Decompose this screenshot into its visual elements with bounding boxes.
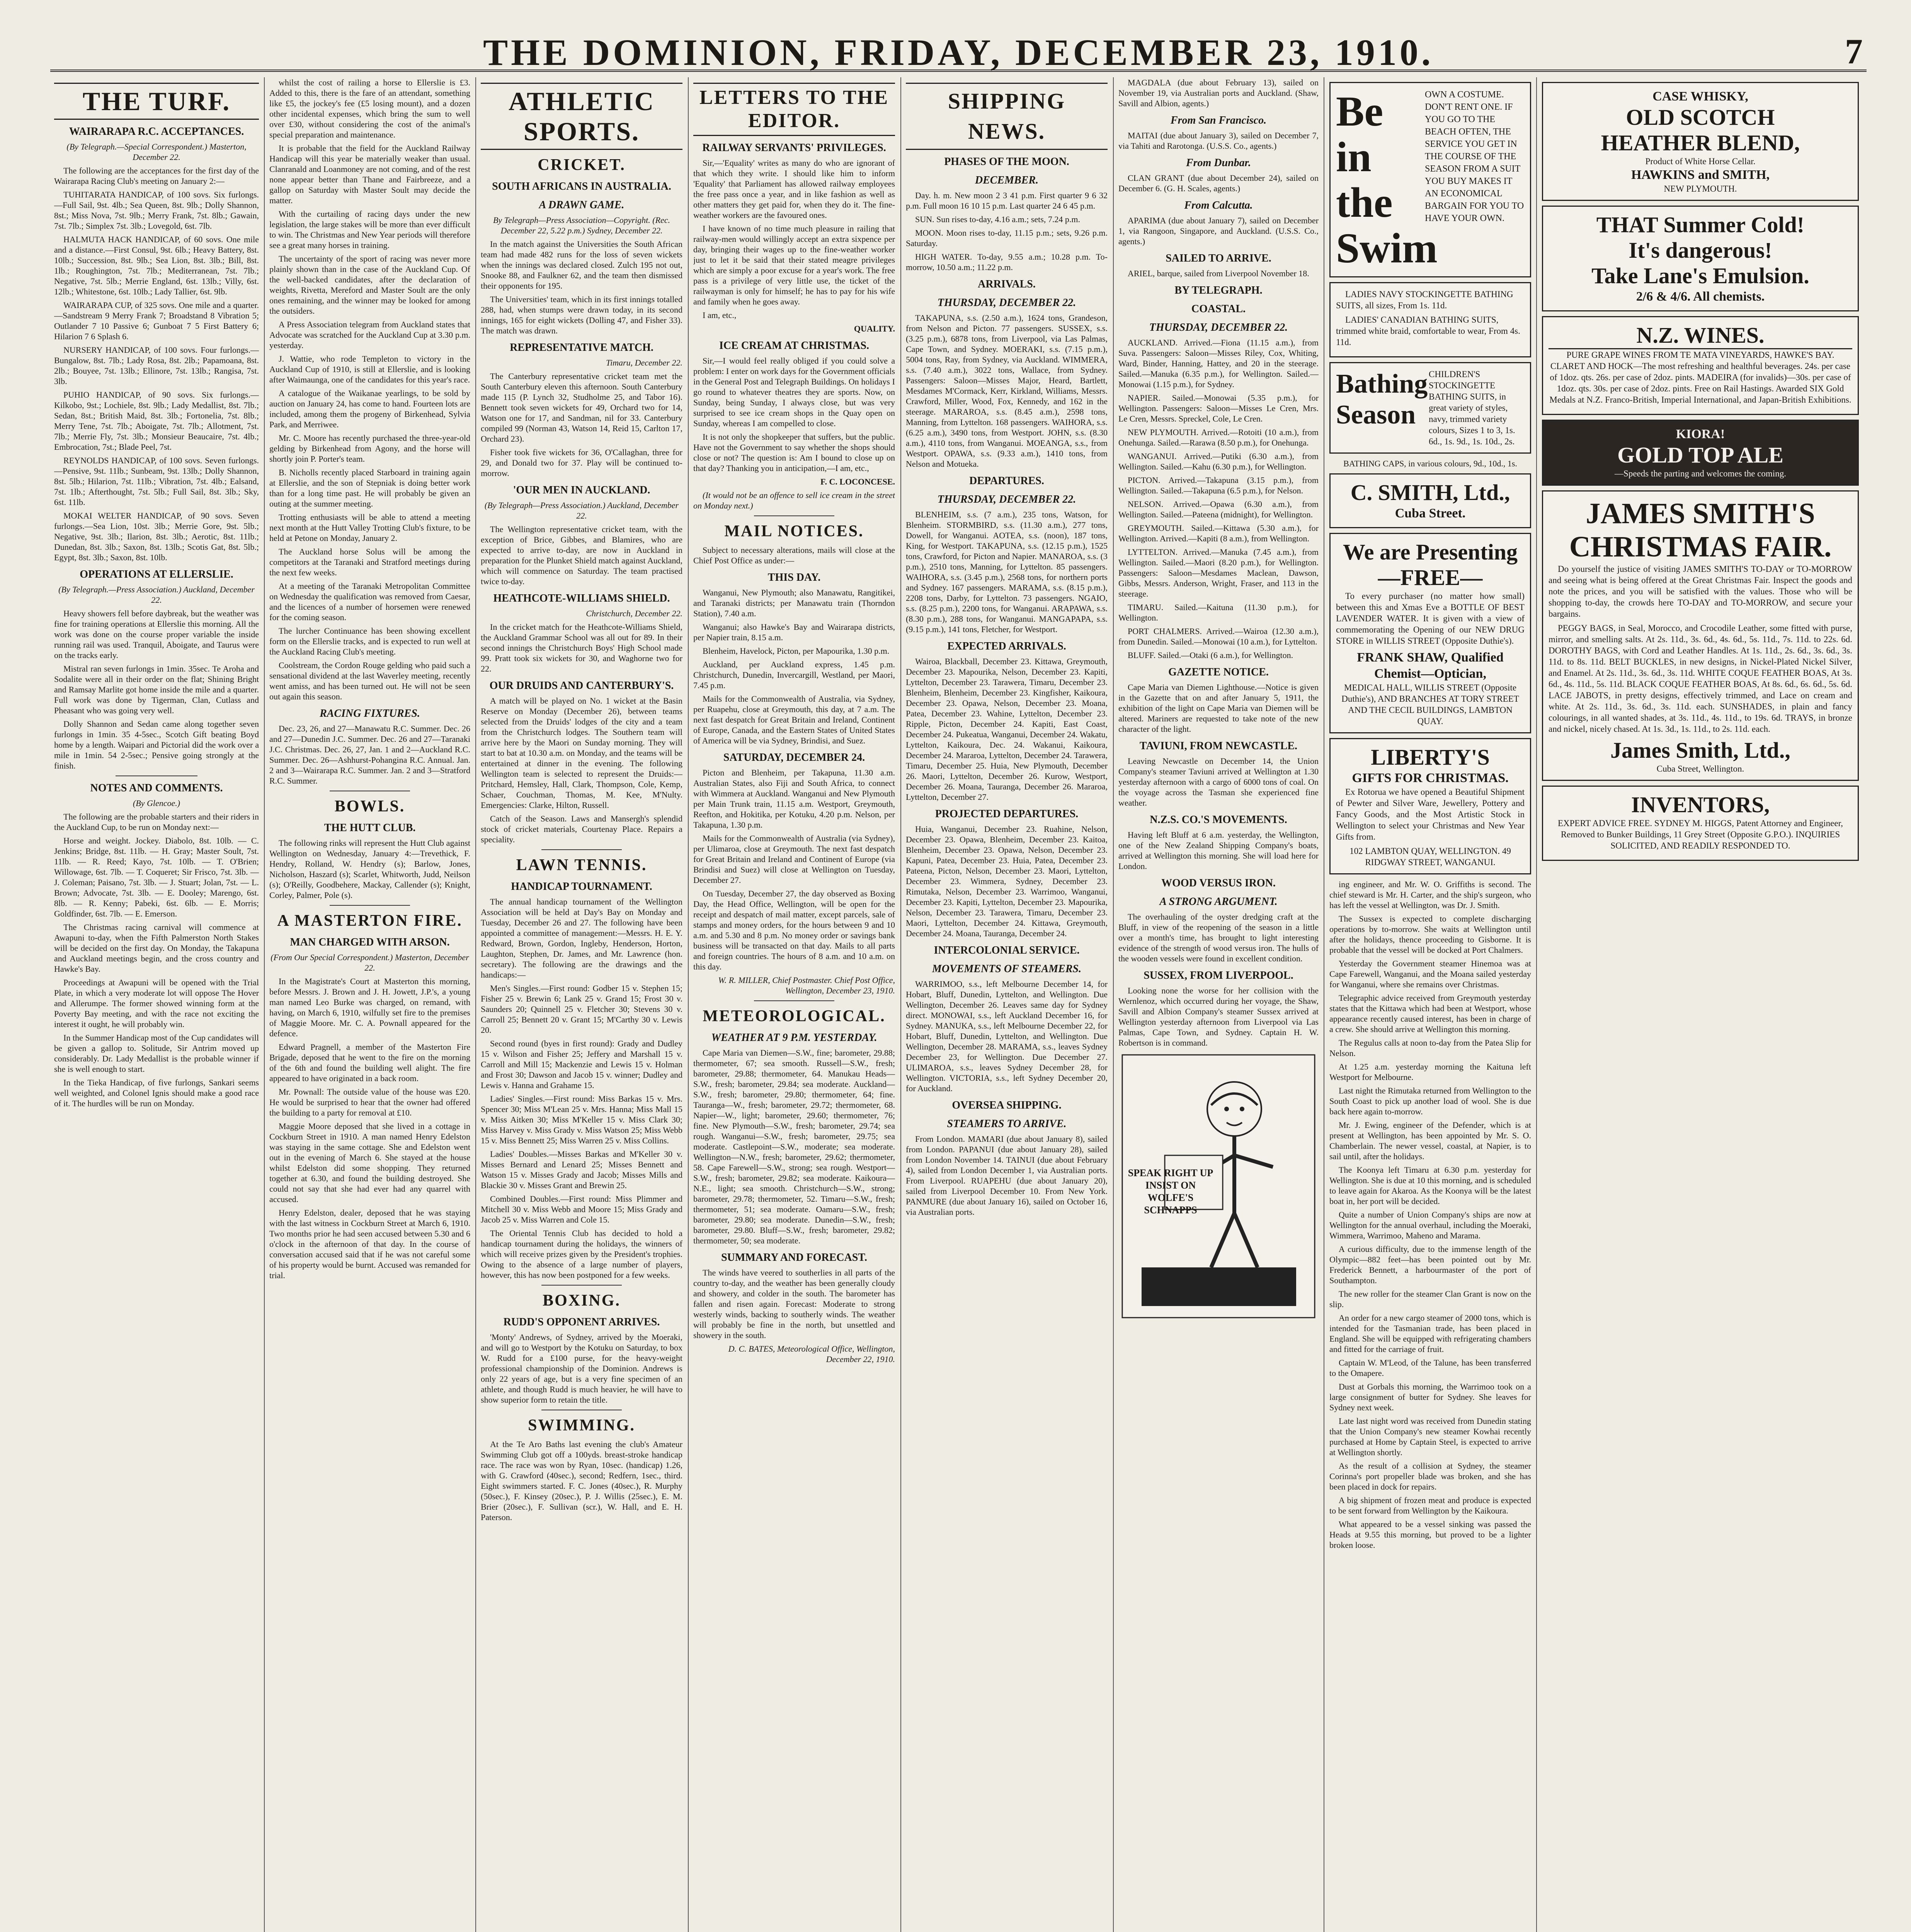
paragraph: Mr. Pownall: The outside value of the house was £20. He would be surprised to hear that the owner had offered the building to a party for removal at £10.: [269, 1087, 470, 1117]
subheading: N.Z.S. CO.'S MOVEMENTS.: [1150, 814, 1287, 826]
paragraph: Captain W. M'Leod, of the Talune, has been transferred to the Omapere.: [1329, 1358, 1531, 1378]
paragraph: On Tuesday, December 27, the day observed as Boxing Day, the Head Office, Wellington, will be open for the receipt and despatch of mail matter, except parcels, sale of stamps and money orders, for the hours between 9 and 10 a.m. and 5.30 and 8 p.m. No money order or savings bank business will be transacted on that day. Mails to all parts and foreign countries. The hours of 8 a.m. and 10 a.m. on this day.: [693, 889, 895, 971]
ad-address: MEDICAL HALL, WILLIS STREET (Opposite Duthie's), AND BRANCHES AT TORY STREET AND THE CECIL BUILDINGS, LAMBTON QUAY.: [1341, 683, 1519, 726]
paragraph: In the cricket match for the Heathcote-Williams Shield, the Auckland Grammar School was all out for 89. In their second innings the Christchurch Boys' High School made 99. Pratt took six wickets for 30, and Waghorne two for 22.: [481, 622, 682, 673]
paragraph: Edward Pragnell, a member of the Masterton Fire Brigade, deposed that he went to the fire on the morning of the 6th and found the building well alight. The fire appeared to have originated in a back room.: [269, 1042, 470, 1083]
signature: D. C. BATES, Meteorological Office, Wellington, December 22, 1910.: [728, 1344, 895, 1364]
subheading: NOTES AND COMMENTS.: [90, 782, 223, 794]
libertys-ad: [1329, 738, 1531, 874]
paragraph: WAIRARAPA CUP, of 325 sovs. One mile and a quarter.—Sandstream 9 Merry Frank 7; Broadstand 8 Vibration 5; Outlander 7 10 Passive 6; Gunboat 7 5 First Battery 6; Hilarion 7 6 Splash 6.: [54, 300, 259, 341]
subheading: GAZETTE NOTICE.: [1168, 666, 1269, 678]
paragraph: PUHIO HANDICAP, of 90 sovs. Six furlongs.—Kilkobo, 9st.; Lochiele, 8st. 9lb.; Lady Medallist, 8st. 7lb.; Sedan, 8st.; British Maid, 8st. 3lb.; Fortonelia, 7st. 8lb.; Merry Tene, 7st. 7lb.; Aboigate, 7st. 7lb.; Allotment, 7st. 7lb.; Merrie Fly, 7st. 3lb.; Monsieur Beaucaire, 7st. 4lb.; Embrocation, 7st.; Blade Peel, 7st.: [54, 390, 259, 452]
subheading: COASTAL.: [1191, 303, 1246, 315]
paragraph: The lurcher Continuance has been showing excellent form on the Ellerslie tracks, and is expected to run well at the Auckland Racing Club's meeting.: [269, 626, 470, 656]
wolfe-caption: SPEAK RIGHT UP INSIST ON WOLFE'S SCHNAPPS: [1128, 1167, 1213, 1216]
paragraph: A catalogue of the Waikanae yearlings, to be sold by auction on January 24, has come to hand. Fourteen lots are included, among them the progeny of Birkenhead, Sylvia Park, and Merriwee.: [269, 388, 470, 429]
subheading: OUR DRUIDS AND CANTERBURY'S.: [489, 680, 674, 692]
masthead: [50, 27, 1867, 72]
paragraph: In the Summer Handicap most of the Cup candidates will be given a gallop to. Solitude, Sir Antrim moved up considerably. Dr. Lady Medallist is the probable winner if she is well enough to start.: [54, 1033, 259, 1074]
subheading-boxing: BOXING.: [543, 1292, 621, 1310]
editor-note: (It would not be an offence to sell ice cream in the street on Monday next.): [693, 490, 895, 510]
byline: By Telegraph—Press Association—Copyright. (Rec. December 22, 5.22 p.m.) Sydney, December 22.: [493, 215, 670, 235]
paragraph: LYTTELTON. Arrived.—Manuka (7.45 a.m.), from Wellington. Sailed.—Maori (8.20 p.m.), for Wellington. Passengers: Saloon—Mesdames Maclean, Dawson, Gibbs, Messrs. Anderson, Wright, Fraser, and 113 in the steerage.: [1118, 547, 1319, 599]
subheading: SUMMARY AND FORECAST.: [721, 1252, 867, 1264]
ad-address: NEW PLYMOUTH.: [1664, 184, 1737, 194]
paragraph: In the match against the Universities the South African team had made 482 runs for the loss of seven wickets when the innings was declared closed. Zulch 195 not out, Snooke 88, and Faulkner 62, and the team then dismissed their opponents for 195.: [481, 239, 682, 291]
paragraph: BLENHEIM, s.s. (7 a.m.), 235 tons, Watson, for Blenheim. STORMBIRD, s.s. (11.30 a.m.), 277 tons, Dowell, for Wanganui. AOTEA, s.s. (noon), 187 tons, King, for Westport. TAKAPUNA, s.s. (12.15 p.m.), 1525 tons, Crawford, for Picton and Napier. MANAROA, s.s. (3 p.m.), 2510 tons, Manning, for Lyttelton. 85 passengers. WAIHORA, s.s. (3.45 p.m.), 2568 tons, for northern ports and Sydney. 167 passengers. MARAMA, s.s. (8.15 p.m.), 2208 tons, Darby, for Lyttelton. 73 passengers. NGAIO, s.s. (8.25 p.m.), 2200 tons, for Wanganui. ARAPAWA, s.s. (8.30 p.m.), 288 tons, for Wanganui. MANGAPAPA, s.s. (9.15 p.m.), 141 tons, Fletcher, for Westport.: [906, 510, 1108, 634]
paragraph: Second round (byes in first round): Grady and Dudley 15 v. Wilson and Fisher 25; Jeffery and Marshall 15 v. Carroll and Mill 15; Mackenzie and Lewis 15 v. Holman and Frost 30; Dawson and Jacob 15 v. winner; Dudley and Lewis v. Hanna and Grahame 15.: [481, 1039, 682, 1090]
paragraph: HIGH WATER. To-day, 9.55 a.m.; 10.28 p.m. To-morrow, 10.50 a.m.; 11.22 p.m.: [906, 252, 1108, 272]
ad-address: 102 LAMBTON QUAY, WELLINGTON. 49 RIDGWAY STREET, WANGANUI.: [1349, 846, 1511, 867]
paragraph: Fisher took five wickets for 36, O'Callaghan, three for 29, and Donald two for 37. Play will be continued to-morrow.: [481, 447, 682, 478]
paragraph: Horse and weight. Jockey. Diabolo, 8st. 10lb. — C. Jenkins; Bridge, 8st. 11lb. — H. Gray; Master Soult, 7st. 11lb. — R. Reed; Kayo, 7st. 10lb. — T. O'Brien; Willowage, 6st. 7lb. — T. Coqueret; Sir Frisco, 7st. 3lb. — J. Coleman; Paisano, 7st. 3lb. — J. Stuart; Jolan, 7st. — L. Brown; Advocate, 7st. 3lb. — E. Dooley; Marengo, 6st. 8lb. — R. Kenny; Pabeki, 6st. 6lb. — E. Morris; Goldfinder, 6st. 7lb. — E. Emerson.: [54, 836, 259, 918]
divider: [754, 515, 835, 516]
paragraph: At 1.25 a.m. yesterday morning the Kaituna left Westport for Melbourne.: [1329, 1062, 1531, 1082]
paragraph: NAPIER. Sailed.—Monowai (5.35 p.m.), for Wellington. Passengers: Saloon—Misses Le Cren, Mrs. Le Cren, Messrs. Spreckel, Cole, Le Cren.: [1118, 393, 1319, 423]
ad-item: LADIES' CANADIAN BATHING SUITS, trimmed white braid, comfortable to wear, From 4s. 11d.: [1336, 315, 1520, 347]
ad-copy: Ex Rotorua we have opened a Beautiful Shipment of Pewter and Silver Ware, Jewellery, Pottery and Fancy Goods, and the Most Artistic Stock in Wellington to select your Christmas and New Year Gifts from.: [1336, 787, 1525, 842]
paragraph: ing engineer, and Mr. W. O. Griffiths is second. The chief steward is Mr. H. Carter, and the ship's surgeon, who has left the vessel at Wellington, was Dr. J. Smith.: [1329, 879, 1531, 910]
paragraph: The Sussex is expected to complete discharging operations by to-morrow. She waits at Wellington until after the holidays, thence proceeding to Gisborne. It is probable that the vessel will be docked at Port Chalmers.: [1329, 914, 1531, 955]
ad-headline: We are Presenting—FREE—: [1343, 539, 1518, 590]
newspaper-title: THE DOMINION, FRIDAY, DECEMBER 23, 1910.: [483, 32, 1434, 73]
column-ads-left: [1329, 77, 1531, 1932]
inventors-ad: [1542, 786, 1859, 861]
subheading: RACING FIXTURES.: [320, 707, 420, 719]
column-shipping-continued: [1118, 77, 1319, 1932]
bathing-suits-ad: [1329, 82, 1531, 277]
paragraph: The Auckland horse Solus will be among the competitors at the Taranaki and Stratford meetings during the next few weeks.: [269, 547, 470, 577]
paragraph: NELSON. Arrived.—Opawa (6.30 a.m.), from Wellington. Sailed.—Pateena (midnight), for Wellington.: [1118, 499, 1319, 519]
divider: [541, 1285, 622, 1286]
paragraph: The Christmas racing carnival will commence at Awapuni to-day, when the Fifth Palmerston North Stakes will be decided on the first day. On Monday, the Takapuna and Auckland meetings begin, and the cross country and Hawke's Bay.: [54, 922, 259, 974]
paragraph: ARIEL, barque, sailed from Liverpool November 18.: [1128, 269, 1309, 278]
paragraph: It is not only the shopkeeper that suffers, but the public. Have not the Government to say whether the shops should close or not? The question is: Am I bound to close up on that day? Thanking you in anticipation,—I am, etc.,: [693, 432, 895, 473]
subheading: PHASES OF THE MOON.: [944, 156, 1069, 168]
paragraph: At a meeting of the Taranaki Metropolitan Committee on Wednesday the qualification was removed from Caesar, and the licences of a number of horsemen were renewed for the coming season.: [269, 581, 470, 622]
subheading: SOUTH AFRICANS IN AUSTRALIA.: [492, 180, 671, 192]
byline: (By Glencoe.): [133, 798, 180, 808]
gold-top-ale-ad: [1542, 420, 1859, 486]
paragraph: Catch of the Season. Laws and Mansergh's splendid stock of cricket materials, Courtenay Place. Repairs a speciality.: [481, 814, 682, 844]
paragraph: The Wellington representative cricket team, with the exception of Brice, Gibbes, and Blamires, who are expected to arrive to-day, are now in Auckland in preparation for the Plunket Shield match against Auckland, which will commence on Saturday. The team practised twice to-day.: [481, 524, 682, 586]
subheading: THIS DAY.: [767, 571, 821, 583]
subheading: 'OUR MEN IN AUCKLAND.: [513, 484, 650, 496]
column-rule: [1113, 77, 1114, 1932]
ad-headline: THAT Summer Cold!: [1596, 212, 1805, 237]
ad-headline: It's dangerous!: [1629, 238, 1772, 263]
paragraph: Mails for the Commonwealth of Australia, via Sydney, per Ruapehu, close at Greymouth, this day, at 7 a.m. The next fast despatch for Great Britain and Ireland, Continent of Europe, Canada, and the Eastern States of United States of America will be via Sydney, Brindisi, and Suez.: [693, 694, 895, 745]
paragraph: WARRIMOO, s.s., left Melbourne December 14, for Hobart, Bluff, Dunedin, Lyttelton, and Wellington. Due Wellington, December 26. Leaves same day for Sydney direct. MONOWAI, s.s., left Auckland December 16, for Sydney. MANUKA, s.s., left Melbourne December 22, for Hobart, Bluff, Dunedin, Lyttelton, and Wellington. Due Wellington, December 28. MARAMA, s.s., leaves Sydney December 23, for Wellington. Due December 27. ULIMAROA, s.s., leaves Sydney December 28, for Wellington. VICTORIA, s.s., left Sydney December 20, for Auckland.: [906, 979, 1108, 1093]
subheading: SUSSEX, FROM LIVERPOOL.: [1144, 969, 1293, 981]
ladies-suits-ad: [1329, 282, 1531, 357]
paragraph: The winds have veered to southerlies in all parts of the country to-day, and the weather has been generally cloudy and showery, and colder in the south. The barometer has fallen and risen again. Forecast: Moderate to strong westerly winds, backing to southerly winds. The weather will probably be fine in the north, but unsettled and showery in the south.: [693, 1268, 895, 1340]
nz-wines-ad: [1542, 316, 1859, 415]
paragraph: The following are the probable starters and their riders in the Auckland Cup, to be run on Monday next:—: [54, 812, 259, 832]
paragraph: An order for a new cargo steamer of 2000 tons, which is intended for the Tasmanian trade, has been placed in England. She will be equipped with refrigerating chambers and fitted for the carriage of fruit.: [1329, 1313, 1531, 1354]
paragraph: Last night the Rimutaka returned from Wellington to the South Coast to pick up another load of wool. She is due back here again to-morrow.: [1329, 1086, 1531, 1116]
paragraph: Huia, Wanganui, December 23. Ruahine, Nelson, December 23. Opawa, Blenheim, December 23. Kaitoa, Blenheim, December 23. Opawa, Nelson, December 23. Kapuni, Patea, December 23. Huia, Patea, December 23. Pateena, Picton, Nelson, December 23. Maori, Lyttelton, December 23. Wimmera, Sydney, December 23. Rimutaka, Nelson, December 23. Warrimoo, Wanganui, December 23. Kapiti, Lyttelton, December 23. Mapourika, Nelson, December 23. Tarawera, Timaru, December 23. Maori, Lyttelton, December 24. Kittawa, Greymouth, December 24. Moana, Tauranga, December 24.: [906, 824, 1108, 938]
paragraph: With the curtailing of racing days under the new legislation, the large stakes will be more than ever difficult to win. The Christmas and New Year periods will therefore see a great many horses in training.: [269, 209, 470, 250]
paragraph: APARIMA (due about January 7), sailed on December 1, via Rangoon, Singapore, and Auckland. (U.S.S. Co., agents.): [1118, 216, 1319, 246]
paragraph: MAGDALA (due about February 13), sailed on November 19, via Australian ports and Auckland. (Shaw, Savill and Albion, agents.): [1118, 78, 1319, 108]
paragraph: The Oriental Tennis Club has decided to hold a handicap tournament during the holidays, the winners of which will receive prizes given by the President's trophies. Owing to the absence of a large number of players, however, this has now been postponed for a few weeks.: [481, 1228, 682, 1280]
paragraph: In the Magistrate's Court at Masterton this morning, before Messrs. J. Brown and J. H. Jowett, J.P.'s, a young man named Leo Burke was charged, on remand, with having, on March 6, 1910, wilfully set fire to the premises of Maggie Moore. Mr. C. A. Pownall appeared for the defence.: [269, 976, 470, 1038]
subheading: DECEMBER.: [975, 174, 1039, 186]
paragraph: Proceedings at Awapuni will be opened with the Trial Plate, in which a very moderate lot will oppose The Hover and Allerumpe. The former showed winning form at the Poverty Bay meeting, and with the race not exciting the interest it ought, he will probably win.: [54, 978, 259, 1029]
ad-items: PEGGY BAGS, in Seal, Morocco, and Crocodile Leather, some fitted with purse, mirror, and smelling salts. At 2s. 11d., 3s. 6d., 4s. 6d., 5s. 11d., 7s. 11d. to 22s. 6d. DOROTHY BAGS, with Cord and Leather Handles. At 1s. 11d., 2s. 6d., 3s. 6d., 3s. 11d. to 8s. 11d. BELT BUCKLES, in new designs, in Nickel-Plated Nickel Silver, and Enamel. At 2s. 11d., 3s. 6d., 3s. 11d. WHITE COQUE FEATHER BOAS, At 3s. 6d., 4s. 11d., 5s. 11d. BLACK COQUE FEATHER BOAS, At 8s. 6d., 6s. 6d., 5s. 6d. LACE JABOTS, in pretty designs, effectively trimmed, and Lace on cream and white. At 2s. 11d., 3s. 6d., 3s. 11d. each. SUNSHADES, in plain and fancy colourings, in all wanted shades, at 3s. 11d., 4s. 11d., to 19s. 6d. TRAYS, in bronze and nickel, nicely chased. At 1s. 3d., 1s. 11d., to 2s. 11d. each.: [1549, 623, 1852, 734]
paragraph: Coolstream, the Cordon Rouge gelding who paid such a sensational dividend at the last Waverley meeting, recently went amiss, and has been turned out. He will not be seen out again this season.: [269, 660, 470, 701]
paragraph: A Press Association telegram from Auckland states that Advocate was scratched for the Auckland Cup at 3.30 p.m. yesterday.: [269, 320, 470, 350]
ad-item: LADIES NAVY STOCKINGETTE BATHING SUITS, all sizes, From 1s. 11d.: [1336, 289, 1513, 310]
subheading: ICE CREAM AT CHRISTMAS.: [719, 340, 869, 352]
paragraph: Trotting enthusiasts will be able to attend a meeting next month at the Hutt Valley Trotting Club's fixture, to be held at Petone on Monday, January 2.: [269, 512, 470, 543]
section-heading-shipping: SHIPPING NEWS.: [906, 83, 1108, 150]
paragraph: The Regulus calls at noon to-day from the Patea Slip for Nelson.: [1329, 1038, 1531, 1058]
subheading: A STRONG ARGUMENT.: [1159, 896, 1278, 908]
paragraph: 'Monty' Andrews, of Sydney, arrived by the Moeraki, and will go to Westport by the Kotuku on Saturday, to box W. Rudd for a £100 purse, for the heavy-weight professional championship of the Dominion. Andrews is only 22 years of age, but is a very fine specimen of an athlete, and though Rudd is much heavier, he will have to show superior form to retain the title.: [481, 1332, 682, 1405]
paragraph: AUCKLAND. Arrived.—Fiona (11.15 a.m.), from Suva. Passengers: Saloon—Misses Riley, Cox, Whiting, Ward, Binder, Hanning, Hattey, and 20 in the steerage. Sailed.—Manuka (6.35 p.m.), for Wellington. Sailed.—Monowai (1.15 p.m.), for Sydney.: [1118, 338, 1319, 389]
paragraph: whilst the cost of railing a horse to Ellerslie is £3. Added to this, there is the fare of an attendant, something like £5, the jockey's fee (£5 losing mount), and a dozen other incidental expenses, which bring the sum to well over £30, without considering the cost of the animal's special preparation and maintenance.: [269, 78, 470, 139]
subheading: THE HUTT CLUB.: [324, 822, 416, 834]
ad-headline: Swim: [1336, 224, 1438, 272]
subheading: MOVEMENTS OF STEAMERS.: [932, 963, 1082, 975]
byline: (By Telegraph.—Press Association.) Auckland, December 22.: [58, 585, 255, 605]
ad-company: FRANK SHAW, Qualified Chemist—Optician,: [1357, 650, 1504, 681]
subheading: A DRAWN GAME.: [539, 199, 625, 211]
paragraph: A big shipment of frozen meat and produce is expected to be sent forward from Wellington by the Kaikoura.: [1329, 1495, 1531, 1515]
paragraph: Ladies' Doubles.—Misses Barkas and M'Keller 30 v. Misses Bernard and Lenard 25; Misses Bennett and Watson 15 v. Misses Grady and Jacob; Misses Mills and Blackie 30 v. Misses Grant and Brewin 25.: [481, 1149, 682, 1190]
paragraph: I am, etc.,: [703, 310, 737, 320]
subheading: INTERCOLONIAL SERVICE.: [934, 944, 1080, 956]
paragraph: The new roller for the steamer Clan Grant is now on the slip.: [1329, 1289, 1531, 1309]
paragraph: Sir,—'Equality' writes as many do who are ignorant of that which they write. I should like him to inform 'Equality' that Parliament has allowed railway employees the free pass once a year, and in like fashion as well as other matters they get paid for, when they do it. The fine-weather workers are the favoured ones.: [693, 158, 895, 220]
paragraph: TIMARU. Sailed.—Kaituna (11.30 p.m.), for Wellington.: [1118, 602, 1319, 622]
column-turf: [54, 77, 259, 1932]
ad-headline: OLD SCOTCH: [1626, 105, 1775, 130]
subheading: RAILWAY SERVANTS' PRIVILEGES.: [702, 142, 886, 154]
paragraph: Having left Bluff at 6 a.m. yesterday, the Wellington, one of the New Zealand Shipping Company's boats, arrived at Wellington this morning. She will load here for London.: [1118, 830, 1319, 871]
column-ads-right: [1542, 77, 1859, 1932]
ad-copy: To every purchaser (no matter how small) between this and Xmas Eve a BOTTLE OF BEST LAVENDER WATER. It is given with a view of commemorating the Opening of our NEW DRUG STORE in WILLIS STREET (Opposite Duthie's).: [1336, 591, 1525, 646]
subheading-swimming: SWIMMING.: [528, 1417, 635, 1434]
paragraph: Wairoa, Blackball, December 23. Kittawa, Greymouth, December 23. Mapourika, Nelson, December 23. Kapiti, Lyttelton, December 23. Tarawera, Timaru, December 23. Blenheim, Blenheim, December 23. Kingfisher, Kaikoura, December 23. Opawa, Nelson, December 23. Moana, Patea, December 23. Wahine, Lyttelton, December 23. Ripple, Picton, December 24. Kapiti, East Coast, December 24. Pukeatua, Wanganui, December 24. Wakatu, Lyttelton, Kaikoura, Dec. 24. Wakanui, Kaikoura, December 24. Mararoa, Lyttelton, December 24. Tarawera, Timaru, December 25. Huia, New Plymouth, December 26. Maori, Lyttelton, December 26. Kurow, Westport, December 26. Moana, Tauranga, December 26. Mararoa, Lyttelton, December 27.: [906, 656, 1108, 802]
paragraph: MOON. Moon rises to-day, 11.15 p.m.; sets, 9.26 p.m. Saturday.: [906, 228, 1108, 248]
paragraph: HALMUTA HACK HANDICAP, of 60 sovs. One mile and a distance.—First Consul, 9st. 6lb.; Heavy Battery, 8st. 10lb.; Succession, 8st. 9lb.; Sea Lion, 8st. 3lb.; Bill, 8st. 1lb.; Roughington, 7st. 7lb.; Mediterranean, 7st. 7lb.; Negative, 7st. 5lb.; Merrie England, 6st. 13lb.; Villy, 6st. 12lb.; Whitestone, 6st. 10lb.; Lady Tallier, 6st. 9lb.: [54, 235, 259, 296]
column-turf-continued: [269, 77, 470, 1932]
signature: F. C. LOCONCESE.: [820, 477, 895, 486]
paragraph: GREYMOUTH. Sailed.—Kittawa (5.30 a.m.), for Wellington. Arrived.—Kapiti (8 a.m.), from Wellington.: [1118, 523, 1319, 543]
section-heading-sports: ATHLETIC SPORTS.: [481, 83, 682, 150]
paragraph: Leaving Newcastle on December 14, the Union Company's steamer Taviuni arrived at Wellington at 1.30 yesterday afternoon with a cargo of 6000 tons of coal. On the voyage across the Tasman she experienced fine weather.: [1118, 756, 1319, 808]
ad-headline: CASE WHISKY,: [1652, 89, 1748, 104]
paragraph: Dec. 23, 26, and 27—Manawatu R.C. Summer. Dec. 26 and 27—Dunedin J.C. Summer. Dec. 26 and 27—Taranaki J.C. Christmas. Dec. 26, 27, Jan. 1 and 2—Auckland R.C. Summer. Dec. 26—Ashhurst-Pohangina R.C. Annual. Jan. 2 and 3—Wairarapa R.C. Summer. Jan. 2 and 3—Stratford R.C. Summer.: [269, 724, 470, 786]
subheading: BY TELEGRAPH.: [1174, 284, 1263, 296]
section-heading-turf: THE TURF.: [54, 83, 259, 120]
subheading: WAIRARAPA R.C. ACCEPTANCES.: [69, 126, 244, 138]
paragraph: Late last night word was received from Dunedin stating that the Union Company's new steamer Kowhai recently purchased at Home by Captain Steel, is expected to arrive at Wellington shortly.: [1329, 1416, 1531, 1457]
paragraph: Mails for the Commonwealth of Australia (via Sydney), per Ulimaroa, close at Greymouth. The next fast despatch for Great Britain and Ireland and Continent of Europe (via Brindisi and Suez) will close at Wellington on Tuesday, December 27.: [693, 833, 895, 885]
paragraph: Yesterday the Government steamer Hinemoa was at Cape Farewell, Wanganui, and the Moana sailed yesterday for Wanganui, where she remains over Christmas.: [1329, 959, 1531, 989]
ad-headline: GOLD TOP ALE: [1617, 442, 1783, 468]
subheading: OVERSEA SHIPPING.: [952, 1099, 1062, 1111]
paragraph: Men's Singles.—First round: Godber 15 v. Stephen 15; Fisher 25 v. Brewin 6; Lank 25 v. Grand 15; Frost 30 v. Saunders 20; Quinnell 25 v. Fletcher 30; Stevens 30 v. Carroll 25; Bennett 20 v. Grant 15; M'Carthy 30 v. Lewis 20.: [481, 983, 682, 1035]
ad-headline: the: [1336, 179, 1393, 226]
subheading-cricket: CRICKET.: [538, 156, 626, 174]
paragraph: Looking none the worse for her collision with the Wernlenoz, which occurred during her voyage, the Shaw, Savill and Albion Company's steamer Sussex arrived at Wellington yesterday afternoon from Liverpool via Las Palmas, Cape Town, and Sydney. Captain H. W. Robertson is in command.: [1118, 986, 1319, 1048]
paragraph: Wanganui; also Hawke's Bay and Wairarapa districts, per Napier train, 8.15 a.m.: [693, 622, 895, 642]
page-number: 7: [1845, 32, 1863, 71]
paragraph: The Universities' team, which in its first innings totalled 288, had, when stumps were drawn today, in its second innings, 165 for eight wickets (Dolling 47, and Fisher 33). The match was drawn.: [481, 294, 682, 335]
paragraph: SUN. Sun rises to-day, 4.16 a.m.; sets, 7.24 p.m.: [915, 214, 1080, 224]
subheading: OPERATIONS AT ELLERSLIE.: [80, 568, 233, 580]
paragraph: Cape Maria van Diemen—S.W., fine; barometer, 29.88; thermometer, 67; sea smooth. Russell—S.W., fresh; barometer, 29.88; thermometer, 64. Manukau Heads—S.W., fresh; barometer, 29.84; sea moderate. Auckland—S.W., fresh; barometer, 29.80; thermometer, 64; fine. Tauranga—W., fresh; barometer, 29.72; thermometer, 68. Napier—W., light; barometer, 29.60; thermometer, 76; fine. New Plymouth—S.W., fresh; barometer, 29.74; sea rough. Wanganui—S.W., fresh; barometer, 29.75; sea moderate. Castlepoint—S.W., moderate; sea moderate. Wellington—N.W., fresh; barometer, 29.62; thermometer, 58. Cape Farewell—S.W., strong; sea rough. Westport—S.W., fresh; barometer, 29.82; sea moderate. Kaikoura—N.E., light; sea smooth. Christchurch—S.W., strong; barometer, 29.78; thermometer, 52. Timaru—S.W., fresh; thermometer, 51; sea moderate. Oamaru—S.W., fresh; barometer, 29.80; sea moderate. Dunedin—S.W., fresh; barometer, 29.80. Bluff—S.W., fresh; barometer, 29.82; thermometer, 50; sea moderate.: [693, 1048, 895, 1245]
ad-headline: JAMES SMITH'S CHRISTMAS FAIR.: [1569, 497, 1832, 563]
wolfes-schnapps-advert: [1118, 1051, 1319, 1321]
ad-copy: Product of White Horse Cellar.: [1645, 156, 1756, 166]
paragraph: I have known of no time much pleasure in railing that railway-men would willingly accept an extra sixpence per day, bringing their wages up to the fine-weather worker just to let it be said that their stated meagre privileges which are simply a poor excuse for a year's work. The free pass is a privilege of very little use, the ticket of the railwayman is only for himself; he has to pay for his wife and family when he goes away.: [693, 224, 895, 306]
subheading: From Dunbar.: [1186, 157, 1251, 169]
subheading: SATURDAY, DECEMBER 24.: [723, 752, 865, 764]
paragraph: J. Wattie, who rode Templeton to victory in the Auckland Cup of 1910, is still at Ellerslie, and is looking after Waimaunga, one of the candidates for this year's race.: [269, 354, 470, 384]
subheading: WEATHER AT 9 P.M. YESTERDAY.: [711, 1032, 877, 1044]
subheading: From San Francisco.: [1170, 114, 1267, 126]
subheading: THURSDAY, DECEMBER 22.: [937, 493, 1076, 505]
ad-headline: Take Lane's Emulsion.: [1591, 263, 1809, 288]
ad-headline: INVENTORS,: [1631, 792, 1770, 817]
paragraph: TUHITARATA HANDICAP, of 100 sovs. Six furlongs.—Full Sail, 9st. 4lb.; Sea Queen, 8st. 9lb.; Dolly Shannon, 8st.; Miss Nova, 7st. 9lb.; Merry Frank, 7st. 8lb.; Gawain, 7st. 7lb.; Simplex 7st. 3lb.; Lovegold, 6st. 7lb.: [54, 190, 259, 231]
ad-headline: KIORA!: [1676, 427, 1725, 441]
ad-headline: HEATHER BLEND,: [1601, 130, 1800, 155]
paragraph: The annual handicap tournament of the Wellington Association will be held at Day's Bay on Monday and Tuesday, December 26 and 27. The following have been appointed a committee of management:—Messrs. H. E. Y. Redward, Brown, Gordon, Ingleby, Henderson, Horton, Laughton, Stephen, Dr. James, and Mr. Lawrence (hon. secretary). The following are the drawings and the handicaps:—: [481, 897, 682, 980]
ad-headline: GIFTS FOR CHRISTMAS.: [1352, 771, 1509, 785]
column-rule: [688, 77, 689, 1932]
subheading: ARRIVALS.: [978, 278, 1036, 290]
paragraph: NURSERY HANDICAP, of 100 sovs. Four furlongs.—Bungalow, 8st. 7lb.; Lady Rosa, 8st. 2lb.; Papamoana, 8st. 2lb.; Bouyee, 7st. 13lb.; Ellinore, 7st. 13lb.; Rangisa, 7st. 3lb.: [54, 345, 259, 386]
subheading-tennis: LAWN TENNIS.: [516, 856, 647, 874]
paragraph: PICTON. Arrived.—Takapuna (3.15 p.m.), from Wellington. Sailed.—Takapuna (6.5 p.m.), for Nelson.: [1118, 475, 1319, 495]
byline: Timaru, December 22.: [606, 358, 682, 367]
c-smith-ad: [1329, 473, 1531, 528]
paragraph: As the result of a collision at Sydney, the steamer Corinna's port propeller blade was broken, and she has been placed in dock for repairs.: [1329, 1461, 1531, 1492]
moon-table: Day. h. m. New moon 2 3 41 p.m. First quarter 9 6 32 p.m. Full moon 16 10 15 p.m. Last quarter 24 6 45 p.m.: [906, 190, 1108, 211]
section-heading-mail: MAIL NOTICES.: [724, 522, 864, 540]
paragraph: Combined Doubles.—First round: Miss Plimmer and Mitchell 30 v. Miss Webb and Moore 15; Miss Grady and Jacob 25 v. Miss Warren and Cole 15.: [481, 1194, 682, 1225]
ad-copy: Do yourself the justice of visiting JAMES SMITH'S TO-DAY or TO-MORROW and seeing what is being offered at the Great Christmas Fair. Inspect the goods and note the prices, and you will be satisfied with the values. Those who will be shopping to-day, the crowds here TO-DAY and TO-MORROW, and secure your bargains.: [1549, 564, 1852, 619]
paragraph: The following are the acceptances for the first day of the Wairarapa Racing Club's meeting on January 2:—: [54, 166, 259, 186]
section-heading-letters: LETTERS TO THE EDITOR.: [693, 83, 895, 136]
byline: Christchurch, December 22.: [586, 609, 682, 618]
paragraph: Picton and Blenheim, per Takapuna, 11.30 a.m. Australian States, also Fiji and South Africa, to connect with Wimmera at Auckland. Wanganui and New Plymouth per Main Trunk train, 11.15 a.m. Westport, Greymouth, Reefton, and Hokitika, per Kotuku, 4.20 p.m. Nelson, per Takapuna, 1.30 p.m.: [693, 768, 895, 830]
ad-company: C. SMITH, Ltd.,: [1350, 480, 1510, 505]
column-rule: [264, 77, 265, 1932]
subheading: PROJECTED DEPARTURES.: [935, 808, 1079, 820]
subheading: THURSDAY, DECEMBER 22.: [937, 297, 1076, 309]
subheading: THURSDAY, DECEMBER 22.: [1149, 321, 1288, 333]
column-rule: [475, 77, 476, 1932]
paragraph: The Koonya left Timaru at 6.30 p.m. yesterday for Wellington. She is due at 10 this morning, and is scheduled to leave again for Akaroa. As the Koonya will be the latest boat in, her port will be decided.: [1329, 1165, 1531, 1206]
ad-copy: CHILDREN'S STOCKINGETTE BATHING SUITS, in great variety of styles, navy, trimmed variety colours, Sizes 1 to 3, 1s. 6d., 1s. 9d., 1s. 10d., 2s.: [1429, 369, 1515, 446]
paragraph: A curious difficulty, due to the immense length of the Olympic—882 feet—has been pointed out by Mr. Frederick Bennett, a harbourmaster of the port of Southampton.: [1329, 1244, 1531, 1285]
paragraph: The following rinks will represent the Hutt Club against Wellington on Wednesday, January 4:—Trevethick, F. Hendry, Rolland, W. Hendry (s); Barlow, Jones, Nicholson, Haszard (s); Scarlet, Whitworth, Judd, Neilson (s); O'Reilly, Goodbehere, Mackay, Callender (s); Knight, Corley, Palmer, Pole (s).: [269, 838, 470, 900]
subheading: MAN CHARGED WITH ARSON.: [290, 936, 450, 948]
lanes-emulsion-ad: [1542, 206, 1859, 311]
paragraph: From London. MAMARI (due about January 8), sailed from London. PAPANUI (due about January 28), sailed from London November 14. TAINUI (due about February 4), sailed from London December 1, via Australian ports. From Liverpool. RUAPEHU (due about January 20), sailed from Liverpool December 10. From New York. PANMURE (due about January 16), sailed on October 16, via Australian ports.: [906, 1134, 1108, 1217]
ad-address: Cuba Street.: [1395, 506, 1466, 520]
column-rule: [1536, 77, 1537, 1932]
paragraph: NEW PLYMOUTH. Arrived.—Rotoiti (10 a.m.), from Onehunga. Sailed.—Rarawa (8.50 p.m.), for Onehunga.: [1118, 427, 1319, 447]
paragraph: It is probable that the field for the Auckland Railway Handicap will this year be materially weaker than usual. Clanranald and Loanmoney are not coming, and of the rest none appear better than Thane and Fairbreeze, and a gallop on Saturday with Master Soult may decide the matter.: [269, 143, 470, 205]
section-heading-meteorological: METEOROLOGICAL.: [703, 1007, 886, 1025]
paragraph: Dolly Shannon and Sedan came along together seven furlongs in 1min. 35 4-5sec., Scotch Gift beating Boyd home by a length. Waipari and Pictorial did the work over a mile in 1min. 54 2-5sec.; Pensive going strongly at the finish.: [54, 719, 259, 770]
paragraph: The uncertainty of the sport of racing was never more plainly shown than in the case of the Auckland Cup. Of the well-backed candidates, after the declaration of weights, Rivetta, Mereford and Master Soult are the only ones remaining, and the winner may be looked for among the outsiders.: [269, 254, 470, 316]
ad-copy: EXPERT ADVICE FREE. SYDNEY M. HIGGS, Patent Attorney and Engineer, Removed to Bunker Buildings, 11 Grey Street (Opposite G.P.O.). INQUIRIES SOLICITED, AND READILY RESPONDED TO.: [1557, 818, 1843, 850]
paragraph: What appeared to be a vessel sinking was passed the Heads at 9.55 this morning, but proved to be a lighter broken loose.: [1329, 1519, 1531, 1550]
subheading: DEPARTURES.: [969, 475, 1044, 487]
subheading: EXPECTED ARRIVALS.: [947, 640, 1066, 652]
subheading: TAVIUNI, FROM NEWCASTLE.: [1139, 740, 1298, 752]
paragraph: Telegraphic advice received from Greymouth yesterday states that the Kittawa which had been at Westport, whose appearance recently caused interest, has been in charge of a crew. She should arrive at Wellington this morning.: [1329, 993, 1531, 1034]
subheading: SAILED TO ARRIVE.: [1166, 252, 1271, 264]
ad-address: Cuba Street, Wellington.: [1656, 764, 1744, 774]
bathing-season-ad: [1329, 362, 1531, 454]
ad-copy: BATHING CAPS, in various colours, 9d., 10d., 1s.: [1343, 459, 1517, 468]
signature: W. R. MILLER, Chief Postmaster. Chief Post Office, Wellington, December 23, 1910.: [718, 975, 895, 995]
paragraph: Wanganui, New Plymouth; also Manawatu, Rangitikei, and Taranaki districts; per Manawatu train (Thorndon Station), 7.40 a.m.: [693, 588, 895, 618]
paragraph: B. Nicholls recently placed Starboard in training again at Ellerslie, and the son of Stepniak is doing better work than for a long time past. He will probably be given an outing at the summer meeting.: [269, 468, 470, 509]
byline: (By Telegraph—Press Association.) Auckland, December 22.: [484, 500, 679, 520]
paragraph: Cape Maria van Diemen Lighthouse.—Notice is given in the Gazette that on and after January 5, 1911, the exhibition of the light on Cape Maria van Diemen will be altered. Mariners are requested to take note of the new character of the light.: [1118, 682, 1319, 734]
paragraph: The Canterbury representative cricket team met the South Canterbury eleven this afternoon. South Canterbury made 115 (P. Lynch 32, Studholme 25, and Tabor 16). Bennett took seven wickets for 49, Orchard two for 14, Watson one for 17, and Sandman, nil for 33. Canterbury compiled 99 (Norman 43, Watson 14, Reid 15, Carlton 17, Orchard 23).: [481, 371, 682, 444]
column-sports: [481, 77, 682, 1932]
subheading: WOOD VERSUS IRON.: [1161, 877, 1276, 889]
subheading: REPRESENTATIVE MATCH.: [510, 342, 653, 354]
paragraph: Mistral ran seven furlongs in 1min. 35sec. Te Aroha and Sodalite were all in their order on the flat; Shining Bright and Ramsay Marlite got home inside the mile and a quarter. Full work was done by Tigerman, Clan, Cutlass and Pheasant who was going very well.: [54, 664, 259, 715]
paragraph: Heavy showers fell before daybreak, but the weather was fine for training operations at Ellerslie this morning. All the work was done on the course proper variable the inside running rail was used. Tranquil, Aboigate, and Taurus were on the tracks early.: [54, 609, 259, 660]
james-smith-fair-ad: [1542, 490, 1859, 781]
subheading: From Calcutta.: [1184, 199, 1253, 211]
section-heading-fire: A MASTERTON FIRE.: [277, 912, 463, 930]
ad-headline: N.Z. WINES.: [1549, 323, 1852, 349]
column-letters: [693, 77, 895, 1932]
paragraph: Auckland, per Auckland express, 1.45 p.m. Christchurch, Dunedin, Invercargill, Westland, per Maori, 7.45 p.m.: [693, 660, 895, 690]
paragraph: Dust at Gorbals this morning, the Warrimoo took on a large consignment of butter for Sydney. She leaves for Sydney next week.: [1329, 1382, 1531, 1412]
ad-copy: PURE GRAPE WINES FROM TE MATA VINEYARDS, HAWKE'S BAY. CLARET AND HOCK—The most refreshing and healthful beverages. 24s. per case of 1doz. qts. 26s. per case of 2doz. pints. MADEIRA (for invalids)—30s. per case of 1doz. qts. 30s. per case of 2doz. pints. Free on Rail Hastings. Awarded SIX Gold Medals at N.Z. Franco-British, Imperial International, and Japan-British Exhibitions.: [1549, 350, 1851, 405]
paragraph: The overhauling of the oyster dredging craft at the Bluff, in view of the reopening of the season in a little over a month's time, has brought to light interesting evidence of the strength of wood versus iron. The hulls of the wooden vessels were found in excellent condition.: [1118, 912, 1319, 963]
ad-copy: OWN A COSTUME. DON'T RENT ONE. IF YOU GO TO THE BEACH OFTEN, THE SERVICE YOU GET IN THE COURSE OF THE SEASON FROM A SUIT YOU BUY MAKES IT AN ECONOMICAL BARGAIN FOR YOU TO HAVE YOUR OWN.: [1425, 90, 1524, 223]
subheading: HEATHCOTE-WILLIAMS SHIELD.: [493, 592, 670, 604]
divider: [754, 1000, 835, 1001]
paragraph: WANGANUI. Arrived.—Putiki (6.30 a.m.), from Wellington. Sailed.—Kahu (6.30 p.m.), for Wellington.: [1118, 451, 1319, 471]
subheading: RUDD'S OPPONENT ARRIVES.: [503, 1316, 660, 1328]
frank-shaw-ad: [1329, 533, 1531, 733]
paragraph: Ladies' Singles.—First round: Miss Barkas 15 v. Mrs. Spencer 30; Miss M'Lean 25 v. Mrs. Hanna; Miss Mall 15 v. Miss Aitken 30; Miss M'Keller 15 v. Miss Clark 30; Miss Harvey v. Miss Grady v. Miss Watson 25; Miss Webb 15 v. Miss Bennett 25; Miss Warren 25 v. Miss Collins.: [481, 1094, 682, 1145]
ad-company: HAWKINS and SMITH,: [1631, 168, 1770, 182]
subheading: STEAMERS TO ARRIVE.: [947, 1118, 1067, 1130]
paragraph: PORT CHALMERS. Arrived.—Wairoa (12.30 a.m.), from Dunedin. Sailed.—Monowai (10 a.m.), for Lyttelton.: [1118, 626, 1319, 646]
ad-headline: Be in: [1336, 88, 1383, 180]
paragraph: REYNOLDS HANDICAP, of 100 sovs. Seven furlongs.—Pensive, 9st. 11lb.; Sunbeam, 9st. 13lb.; Dolly Shannon, 8st. 5lb.; Hilarion, 7st. 11lb.; Vibration, 7st. 4lb.; Ealsand, 7st. 1lb.; Afterthought, 7st. 5lb.; Full Sail, 8st. 3lb.; Sky, 6st. 11lb.: [54, 456, 259, 507]
paragraph: MOKAI WELTER HANDICAP, of 90 sovs. Seven furlongs.—Sea Lion, 10st. 3lb.; Merrie Gore, 9st. 5lb.; Negative, 9st. 3lb.; Ilarion, 8st. 3lb.; Aerotic, 8st. 11lb.; Dunedan, 8st. 3lb.; Saxon, 8st. 13lb.; Scotis Gat, 8st. 5lb.; Egypt, 8st. 3lb.; Saxon, 8st. 10lb.: [54, 511, 259, 562]
signature: QUALITY.: [854, 324, 895, 333]
paragraph: CLAN GRANT (due about December 24), sailed on December 6. (G. H. Scales, agents.): [1118, 173, 1319, 193]
ad-company: LIBERTY'S: [1371, 745, 1490, 770]
paragraph: Henry Edelston, dealer, deposed that he was staying with the last witness in Cockburn Street at March 6, 1910. Two months prior he had seen accused between 5.30 and 6 o'clock in the afternoon of that day. In the course of conversation accused said that if he was not careful some of his property would be burnt. Accused was remanded for trial.: [269, 1208, 470, 1280]
paragraph: Quite a number of Union Company's ships are now at Wellington for the annual overhaul, including the Moeraki, Wimmera, Warrimoo, Maheno and Marama.: [1329, 1210, 1531, 1240]
ad-company: James Smith, Ltd.,: [1610, 738, 1790, 763]
paragraph: MAITAI (due about January 3), sailed on December 7, via Tahiti and Rarotonga. (U.S.S. Co., agents.): [1118, 131, 1319, 151]
byline: (From Our Special Correspondent.) Masterton, December 22.: [271, 952, 469, 973]
column-shipping: [906, 77, 1108, 1932]
ad-headline: Bathing Season: [1336, 369, 1428, 430]
byline: (By Telegraph.—Special Correspondent.) Masterton, December 22.: [66, 142, 247, 162]
paragraph: Blenheim, Havelock, Picton, per Mapourika, 1.30 p.m.: [703, 646, 890, 656]
case-whisky-ad: [1542, 82, 1859, 201]
paragraph: Subject to necessary alterations, mails will close at the Chief Post Office as under:—: [693, 545, 895, 565]
column-rule: [900, 77, 901, 1932]
paragraph: TAKAPUNA, s.s. (2.50 a.m.), 1624 tons, Grandeson, from Nelson and Picton. 77 passengers. SUSSEX, s.s. (3.25 p.m.), 6878 tons, from Liverpool, via Las Palmas, Cape Town, and Sydney. MOERAKI, s.s. (7.15 p.m.), 5004 tons, Ray, from Sydney, via Auckland. WIMMERA, s.s. (7.40 a.m.), 3022 tons, Wallace, from Sydney. Passengers: Saloon—Misses Major, Heard, Bartlett, Mesdames M'Cormack, Kerr, Kirkland, Williams, Messrs. Crawford, Miller, Wood, Fox, Kennedy, and 162 in the steerage. MARAROA, s.s. (8.45 a.m.), 2598 tons, Manning, from Lyttelton. 168 passengers. WAIHORA, s.s. (6.25 a.m.), 3490 tons, from Westport. JOHN, s.s. (8.30 a.m.), 4110 tons, from Wanganui. MOEANGA, s.s., from Westport. OPAWA, s.s. (9.33 a.m.), 1410 tons, from Nelson and Motueka.: [906, 313, 1108, 469]
ad-price: 2/6 & 4/6. All chemists.: [1636, 289, 1765, 304]
paragraph: In the Tieka Handicap, of five furlongs, Sankari seems well weighted, and Colonel Ignis should make a good race of it. The hurdles will be run on Monday.: [54, 1078, 259, 1108]
paragraph: Mr. C. Moore has recently purchased the three-year-old gelding by Birkenhead from Agony, and the horse will shortly join P. Porter's team.: [269, 433, 470, 464]
subheading: HANDICAP TOURNAMENT.: [511, 881, 652, 893]
paragraph: Mr. J. Ewing, engineer of the Defender, which is at present at Wellington, has been appointed by Mr. S. O. Chamberlain. The newer vessel, coastal, at Napier, is to sail until, after the holidays.: [1329, 1120, 1531, 1161]
paragraph: At the Te Aro Baths last evening the club's Amateur Swimming Club got off a 100yds. breast-stroke handicap race. The race was won by Ryan, 10sec. (handicap) 1.26, with G. Crawford (40sec.), second; Redfern, 1sec., third. Eight swimmers started. F. C. Jones (40sec.), R. Murphy (50sec.), F. Kinsey (20sec.), P. J. Willis (25sec.), E. M. Brier (20sec.), F. Sullivan (scr.), W. Hall, and E. H. Paterson.: [481, 1439, 682, 1522]
divider: [541, 849, 622, 850]
ad-copy: —Speeds the parting and welcomes the coming.: [1615, 469, 1786, 478]
paragraph: A match will be played on No. 1 wicket at the Basin Reserve on Monday (December 26), between teams selected from the Druids' lodges of the city and a team from the Christchurch lodges. The Southern team will arrive here by the Maori on Sunday morning. They will start to bat at 10.30 a.m. on Monday, and the teams will be entertained at dinner in the evening. The following Wellington team is selected to represent the Druids:— Pritchard, Hemsley, Hall, Clark, Thompson, Cole, Kemp, Schaer, Couchman, Thomas, M. Kee, M'Nulty. Emergencies: Clarke, Hilton, Russell.: [481, 696, 682, 810]
divider: [330, 905, 410, 906]
paragraph: Sir,—I would feel really obliged if you could solve a problem: I enter on work days for the Government officials in the General Post and Telegraph Buildings. On holidays I go round to whatever theatres they are sports. Now, on Sunday, being Sunday, I always close, but was very surprised to see ice cream shops in the Quay open on Sunday, whereas I am compelled to close.: [693, 356, 895, 428]
paragraph: BLUFF. Sailed.—Otaki (6 a.m.), for Wellington.: [1128, 650, 1293, 660]
paragraph: Maggie Moore deposed that she lived in a cottage in Cockburn Street in 1910. A man named Henry Edelston was staying in the same cottage. She and Edelston went out in the evening of March 6. She stayed at the house whilst Edelston did some shopping. They returned together at 6.30, and found the building destroyed. She could not say that she had ever had any quarrel with accused.: [269, 1121, 470, 1204]
section-heading-bowls: BOWLS.: [334, 798, 405, 815]
